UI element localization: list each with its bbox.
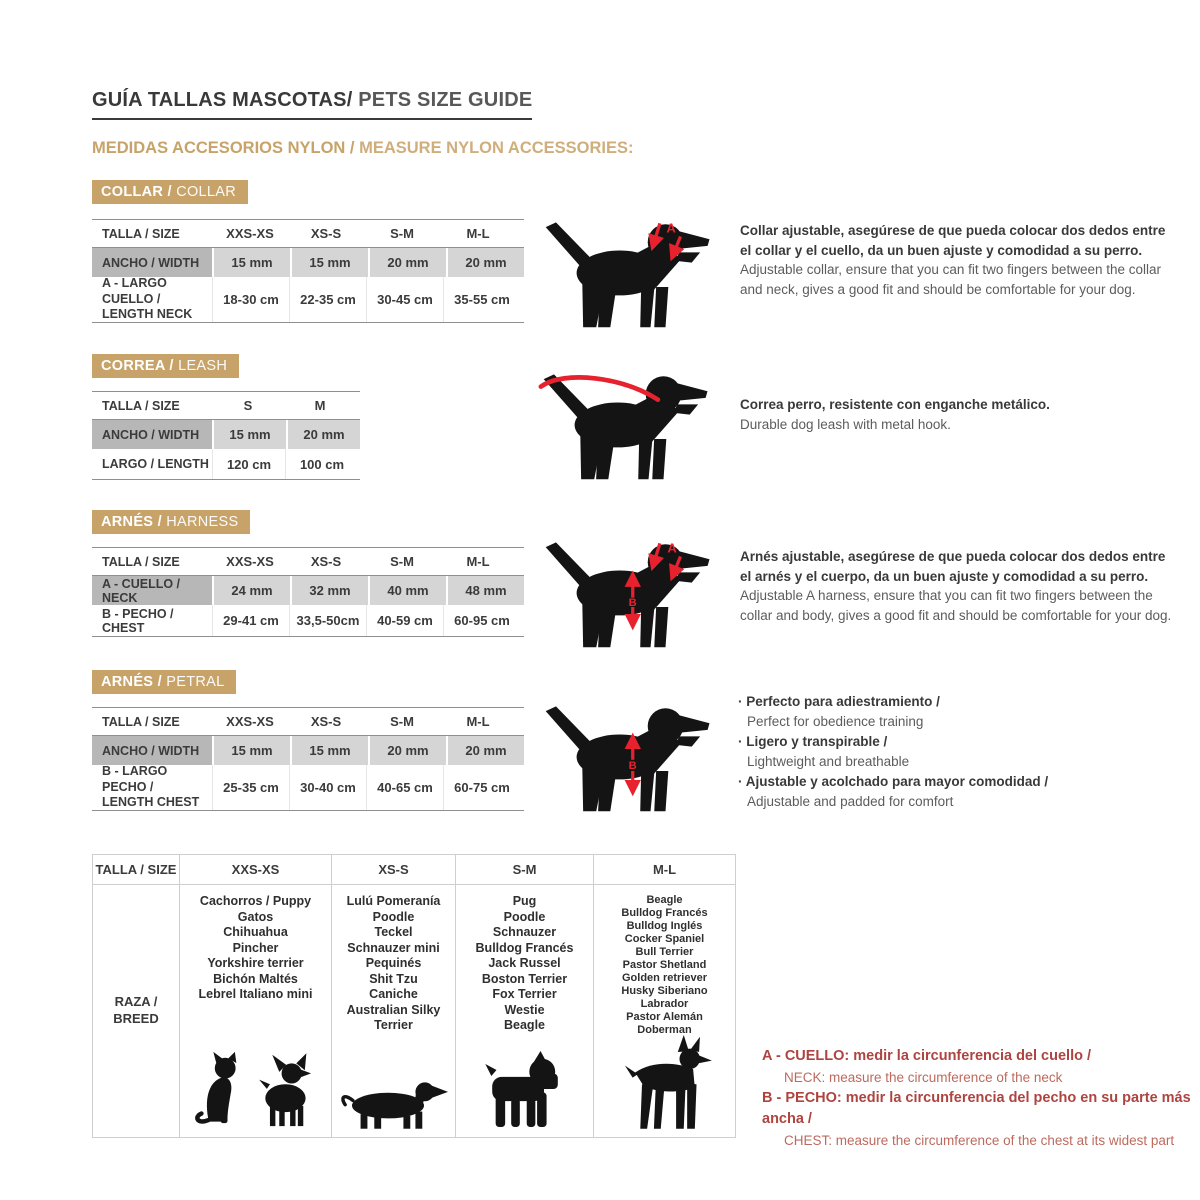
breed-item: Fox Terrier [492, 987, 557, 1001]
collar-badge-en: COLLAR [171, 184, 237, 200]
value-cell: 15 mm [212, 736, 290, 765]
breed-item: Chihuahua [223, 925, 288, 939]
breed-item: Pastor Alemán [626, 1011, 703, 1023]
breed-item: Bulldog Francés [475, 940, 574, 955]
table-header-row [92, 707, 524, 736]
breed-item: Shit Tzu [369, 971, 418, 986]
breed-col-s-m [455, 885, 593, 1137]
row-label-line2: LENGTH NECK [102, 307, 193, 322]
neck-marker-label: A [666, 220, 676, 236]
value-cell: 20 mm [446, 248, 524, 277]
raza-label-line1: RAZA / [114, 994, 158, 1010]
header-cell: XXS-XS [226, 226, 274, 241]
breed-item: Gatos [237, 909, 274, 924]
dog-leash-illustration [538, 366, 716, 483]
breed-item: Jack Russel [488, 956, 561, 970]
collar-desc-es: Collar ajustable, asegúrese de que pueda colocar dos dedos entre el collar y el cuello, da un buen ajuste y comodidad a su perro. [740, 223, 1166, 258]
breed-size-table [92, 854, 736, 1138]
value-cell: 30-40 cm [289, 765, 366, 810]
header-cell: XS-S [331, 855, 455, 884]
chest-marker-label: B [628, 760, 637, 773]
length-row [92, 449, 360, 480]
row-label: ANCHO / WIDTH [92, 248, 212, 277]
value-cell: 24 mm [212, 576, 290, 605]
feature-en: Adjustable and padded for comfort [747, 794, 954, 809]
breed-item: Pastor Shetland [622, 959, 707, 971]
breed-col-xxs-xs [179, 885, 331, 1137]
chihuahua-silhouette [256, 1051, 318, 1133]
value-cell: 22-35 cm [289, 277, 366, 322]
harness-badge-en: HARNESS [161, 514, 239, 530]
breed-item: Pug [512, 894, 537, 908]
page-title [92, 89, 532, 120]
dog-collar-illustration [540, 214, 718, 331]
header-cell: M-L [466, 226, 490, 241]
breed-item: Husky Siberiano [621, 985, 708, 997]
collar-section-badge [92, 180, 248, 204]
value-cell: 20 mm [368, 248, 446, 277]
breed-item: Lulú Pomeranía [346, 894, 441, 908]
note-neck-es: A - CUELLO: medir la circunferencia del cuello / [762, 1048, 1092, 1064]
harness-size-table [92, 547, 524, 637]
breed-item: Doberman [637, 1024, 692, 1036]
header-cell: M [314, 398, 326, 413]
row-label [92, 277, 212, 322]
breed-item: Westie [504, 1002, 545, 1017]
measuring-notes [762, 1046, 1192, 1151]
feature-es: · Ajustable y acolchado para mayor comodidad / [738, 772, 1178, 792]
value-cell: 60-95 cm [443, 605, 520, 636]
leash-badge-en: LEASH [173, 358, 228, 374]
breed-item: Pincher [232, 940, 279, 955]
header-cell: TALLA / SIZE [102, 226, 180, 241]
row-label: LARGO / LENGTH [102, 457, 209, 471]
breed-list [476, 885, 574, 1034]
breed-item: Bichón Maltés [213, 971, 298, 986]
row-label: ANCHO / WIDTH [92, 420, 212, 449]
breed-col-xs-s [331, 885, 455, 1137]
leash-desc-es: Correa perro, resistente con enganche metálico. [740, 397, 1050, 412]
harness-description [740, 547, 1176, 625]
value-cell: 29-41 cm [212, 605, 289, 636]
note-chest-es: B - PECHO: medir la circunferencia del pecho en su parte más ancha / [762, 1090, 1191, 1127]
table-header-row [92, 219, 524, 248]
breed-table-header [93, 855, 735, 885]
table-header-row [92, 547, 524, 576]
chest-row [92, 605, 524, 637]
harness-badge-es: ARNÉS / [101, 514, 162, 530]
header-cell: S-M [390, 714, 414, 729]
value-cell: 100 cm [285, 449, 358, 479]
value-cell: 18-30 cm [212, 277, 289, 322]
value-cell: 20 mm [446, 736, 524, 765]
header-cell: S-M [390, 226, 414, 241]
value-cell: 15 mm [212, 420, 286, 449]
value-cell: 20 mm [368, 736, 446, 765]
header-cell: XXS-XS [179, 855, 331, 884]
header-cell: TALLA / SIZE [102, 398, 180, 413]
value-cell: 48 mm [446, 576, 524, 605]
leash-description [740, 395, 1176, 434]
petral-badge-es: ARNÉS / [101, 674, 162, 690]
page-subtitle-es: MEDIDAS ACCESORIOS NYLON / [92, 139, 355, 157]
header-cell: S-M [455, 855, 593, 884]
chest-length-row [92, 765, 524, 811]
value-cell: 40 mm [368, 576, 446, 605]
value-cell: 32 mm [290, 576, 368, 605]
chest-marker-label: B [628, 597, 637, 610]
value-cell: 35-55 cm [443, 277, 520, 322]
breed-item: Schnauzer [492, 925, 557, 939]
header-cell: S [243, 398, 253, 413]
header-cell: M-L [466, 714, 490, 729]
breed-row-label-cell [93, 885, 179, 1137]
petral-section-badge [92, 670, 236, 694]
note-neck-en: NECK: measure the circumference of the neck [784, 1070, 1063, 1085]
feature-en: Perfect for obedience training [747, 714, 924, 729]
collar-desc-en: Adjustable collar, ensure that you can fit two fingers between the collar and neck, gives a good fit and should be comfortable for your dog. [740, 262, 1161, 297]
leash-desc-en: Durable dog leash with metal hook. [740, 416, 951, 432]
breed-item: Bulldog Francés [621, 907, 708, 919]
row-label: ANCHO / WIDTH [92, 736, 212, 765]
value-cell: 15 mm [212, 248, 290, 277]
harness-desc-es: Arnés ajustable, asegúrese de que pueda colocar dos dedos entre el arnés y el cuerpo, da un buen ajuste y comodidad a su perro. [740, 549, 1166, 584]
page-subtitle-en: MEASURE NYLON ACCESSORIES: [354, 139, 634, 157]
dog-harness-illustration [540, 534, 718, 651]
collar-description [740, 221, 1176, 299]
breed-item: Beagle [504, 1018, 545, 1032]
breed-item: Pequinés [365, 956, 422, 970]
value-cell: 120 cm [212, 449, 285, 479]
width-row [92, 420, 360, 449]
breed-item: Cocker Spaniel [624, 933, 705, 945]
header-cell: XS-S [310, 226, 342, 241]
header-cell: M-L [466, 554, 490, 569]
neck-marker-label: A [667, 540, 677, 556]
breed-item: Beagle [646, 894, 683, 906]
row-label-line1: B - LARGO PECHO / [102, 764, 168, 794]
breed-list [199, 885, 313, 1003]
header-cell: XXS-XS [226, 714, 274, 729]
neck-length-row [92, 277, 524, 323]
breed-item: Golden retriever [622, 972, 707, 984]
breed-item: Boston Terrier [481, 971, 568, 986]
row-label [92, 765, 212, 810]
value-cell: 33,5-50cm [289, 605, 366, 636]
collar-size-table [92, 219, 524, 323]
raza-label-line2: BREED [113, 1011, 159, 1026]
breed-item: Bulldog Inglés [626, 920, 703, 932]
page-title-es: GUÍA TALLAS MASCOTAS/ [92, 89, 353, 112]
feature-en: Lightweight and breathable [747, 754, 910, 769]
leash-section-badge [92, 354, 239, 378]
breed-item: Caniche [369, 987, 418, 1001]
header-cell: TALLA / SIZE [95, 862, 177, 877]
dog-petral-illustration [540, 698, 718, 815]
table-header-row [92, 391, 360, 420]
width-row [92, 736, 524, 765]
harness-section-badge [92, 510, 250, 534]
header-cell: XXS-XS [226, 554, 274, 569]
cat-silhouette [194, 1045, 246, 1133]
breed-item: Bull Terrier [635, 946, 694, 958]
petral-badge-en: PETRAL [161, 674, 225, 690]
breed-item: Lebrel Italiano mini [198, 987, 313, 1001]
row-label: B - PECHO / CHEST [102, 606, 174, 635]
value-cell: 60-75 cm [443, 765, 520, 810]
value-cell: 20 mm [286, 420, 360, 449]
feature-es: · Perfecto para adiestramiento / [738, 692, 1178, 712]
schnauzer-silhouette [481, 1051, 569, 1133]
breed-item: Poodle [372, 909, 415, 924]
collar-badge-es: COLLAR / [101, 184, 172, 200]
value-cell: 40-59 cm [366, 605, 443, 636]
row-label: A - CUELLO / NECK [92, 576, 212, 605]
value-cell: 25-35 cm [212, 765, 289, 810]
header-cell: TALLA / SIZE [102, 714, 180, 729]
page-subtitle [92, 139, 634, 158]
value-cell: 15 mm [290, 736, 368, 765]
breed-list [332, 885, 455, 1034]
breed-item: Labrador [640, 998, 689, 1010]
header-cell: M-L [593, 855, 735, 884]
value-cell: 40-65 cm [366, 765, 443, 810]
neck-row [92, 576, 524, 605]
value-cell: 30-45 cm [366, 277, 443, 322]
breed-list [621, 885, 707, 1037]
row-label-line1: A - LARGO CUELLO / [102, 276, 167, 306]
breed-item: Schnauzer mini [347, 940, 440, 955]
value-cell: 15 mm [290, 248, 368, 277]
header-cell: XS-S [310, 714, 342, 729]
leash-badge-es: CORREA / [101, 358, 174, 374]
width-row [92, 248, 524, 277]
breed-table-body [93, 885, 735, 1137]
doberman-silhouette [613, 1035, 717, 1133]
feature-es: · Ligero y transpirable / [738, 732, 1178, 752]
header-cell: TALLA / SIZE [102, 554, 180, 569]
header-cell: S-M [390, 554, 414, 569]
row-label-line2: LENGTH CHEST [102, 795, 200, 810]
breed-item: Yorkshire terrier [207, 956, 304, 970]
breed-item: Teckel [374, 925, 413, 939]
petral-feature-list [738, 692, 1178, 812]
breed-item: Cachorros / Puppy [199, 894, 312, 908]
breed-item: Poodle [503, 909, 546, 924]
leash-size-table [92, 391, 360, 480]
dachshund-silhouette [338, 1073, 450, 1133]
petral-size-table [92, 707, 524, 811]
note-chest-en: CHEST: measure the circumference of the chest at its widest part [784, 1133, 1175, 1148]
harness-desc-en: Adjustable A harness, ensure that you can fit two fingers between the collar and body, gives a good fit and should be comfortable for your dog. [740, 588, 1172, 623]
breed-col-m-l [593, 885, 735, 1137]
breed-item: Australian Silky Terrier [346, 1002, 441, 1032]
page-title-en: PETS SIZE GUIDE [352, 89, 533, 112]
header-cell: XS-S [310, 554, 342, 569]
